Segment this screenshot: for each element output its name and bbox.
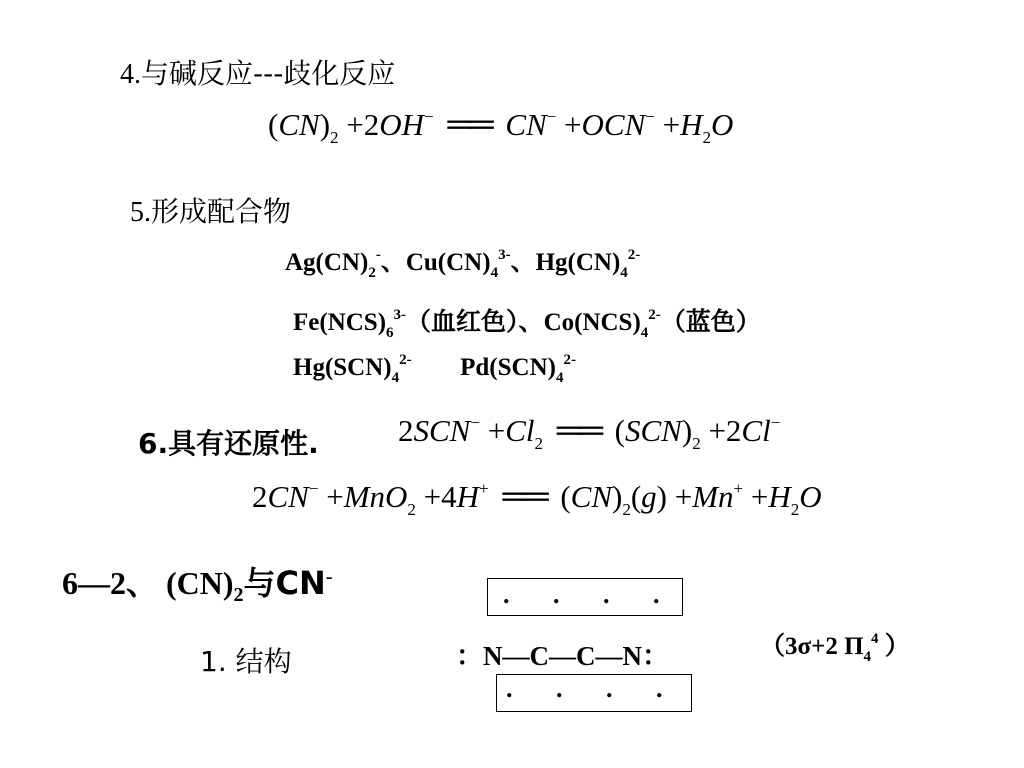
section-6-2-heading: 6—2、 $(CN)_2$与CN-: [62, 564, 333, 606]
section-5-title: 形成配合物: [151, 195, 292, 228]
section-5-heading: [130, 190, 291, 230]
section-4-number: 4.: [120, 59, 141, 90]
section-4-heading: [120, 52, 395, 92]
equation-reduction-chlorine: $2SCN^- +Cl_2$ ══ $(SCN)_2 +2Cl^-$: [398, 412, 781, 453]
section-4-title: 与碱反应---歧化反应: [141, 57, 396, 90]
bottom-lone-pair-dots: . . . .: [506, 674, 663, 703]
complex-line-3: $Hg(SCN)_4^{2-}$ $Pd(SCN)_4^{2-}$: [293, 352, 576, 386]
equation-reduction-manganese: 2CN− +MnO$_2$ +4H+ ══ $(CN)_2(g) +Mn^+ +H_2O$: [252, 478, 822, 519]
complex-line-1: $Ag(CN)_2^-$、$Cu(CN)_4^{3-}$、$Hg(CN)_4^{2-}$: [285, 247, 641, 281]
section-6-heading: 6.具有还原性.: [138, 427, 319, 460]
top-lone-pair-dots: . . . .: [503, 580, 660, 609]
section-5-number: 5.: [130, 197, 151, 228]
bond-description: （3σ+2 $\Pi_4^4$ ）: [760, 631, 910, 665]
structure-formula: ：N—C—C—N：: [456, 641, 669, 671]
equation-disproportionation: $(CN)_2 +2OH^-$ ══ $CN^- +OCN^- +H_2O$: [268, 106, 734, 147]
complex-line-2: $Fe(NCS)_6^{3-}$（血红色）、$Co(NCS)_4^{2-}$（蓝色）: [293, 307, 761, 341]
structure-label: 1. 结构: [200, 645, 292, 678]
